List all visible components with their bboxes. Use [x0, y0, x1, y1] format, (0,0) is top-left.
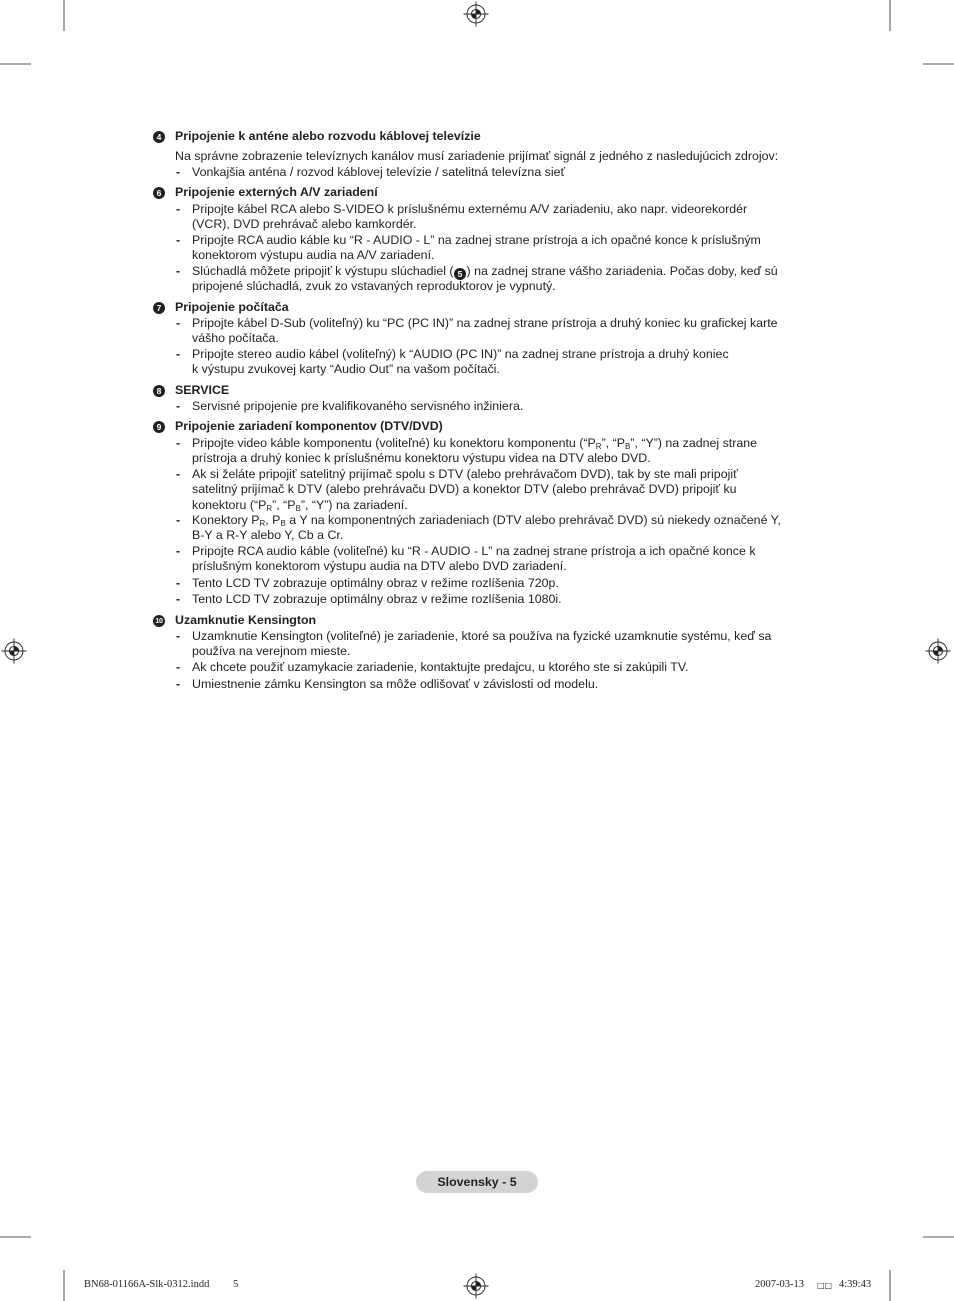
item-line: Ak si želáte pripojiť satelitný prijímač spolu s DTV (alebo prehrávačom DVD), tak by ste mali pripojiť: [192, 467, 738, 481]
connector-number-badge: 5: [454, 268, 466, 280]
item-line: [192, 264, 778, 279]
line-text: Slúchadlá môžete pripojiť k výstupu slúchadiel (: [192, 264, 454, 278]
item-line: [192, 436, 757, 451]
slug-file-name: BN68-01166A-Slk-0312.indd: [84, 1279, 210, 1290]
item-line: prístroja a druhý koniec k príslušnému konektoru výstupu videa na DTV alebo DVD.: [192, 451, 651, 466]
line-text: , P: [265, 513, 281, 527]
section-number-badge: 8: [153, 385, 165, 397]
section-number-badge: 10: [153, 615, 165, 627]
line-text: konektoru (“P: [192, 497, 267, 512]
item-line: Tento LCD TV zobrazuje optimálny obraz v režime rozlíšenia 1080i.: [192, 592, 562, 606]
bullet-dash: -: [176, 165, 181, 179]
slug-missing-glyphs: □□: [817, 1281, 833, 1290]
subscript: B: [295, 503, 301, 513]
subscript: R: [259, 519, 266, 528]
bullet-dash: -: [176, 264, 181, 278]
list-item: [175, 316, 778, 347]
bullet-dash: -: [176, 544, 181, 558]
list-item: [175, 576, 559, 591]
subscript: B: [280, 519, 286, 528]
section-heading: Pripojenie externých A/V zariadení: [175, 185, 378, 199]
item-line: Pripojte stereo audio kábel (voliteľný) k “AUDIO (PC IN)” na zadnej strane prístroja a druhý koniec: [192, 347, 729, 361]
bullet-dash: -: [176, 316, 181, 330]
bullet-dash: -: [176, 233, 181, 247]
bullet-dash: -: [176, 467, 181, 481]
item-line: pripojené slúchadlá, zvuk zo vstavaných reproduktorov je vypnutý.: [192, 279, 556, 294]
item-line: Uzamknutie Kensington (voliteľné) je zariadenie, ktoré sa používa na fyzické uzamknutie systému, keď sa: [192, 629, 772, 643]
item-line: Pripojte RCA audio káble (voliteľné) ku “R - AUDIO - L” na zadnej strane prístroja a ich opačné konce k: [192, 544, 756, 558]
item-line: vášho počítača.: [192, 331, 279, 346]
section-number-badge: 4: [153, 131, 165, 143]
bullet-dash: -: [176, 629, 181, 643]
item-line: [192, 513, 781, 528]
section-number-badge: 9: [153, 421, 165, 433]
bullet-dash: -: [176, 592, 181, 606]
page-number-label: Slovensky - 5: [416, 1171, 538, 1193]
item-line: príslušným konektorom výstupu audia na DTV alebo DVD zariadení.: [192, 559, 567, 574]
list-item: [175, 347, 729, 378]
bullet-dash: -: [176, 660, 181, 674]
item-line: Pripojte kábel RCA alebo S-VIDEO k príslušnému externému A/V zariadeniu, ako napr. videorekordér: [192, 202, 748, 216]
list-item: [175, 264, 778, 295]
list-item: [175, 592, 562, 607]
registration-mark-right: [926, 639, 951, 664]
list-item: [175, 629, 771, 660]
section-intro: Na správne zobrazenie televíznych kanálov musí zariadenie prijímať signál z jedného z nasledujúcich zdrojov:: [175, 149, 779, 163]
crop-mark-bottom-left: [0, 1237, 64, 1301]
line-text: a Y na komponentných zariadeniach (DTV alebo prehrávač DVD) sú niekedy označené Y,: [285, 513, 781, 527]
section-heading: Uzamknutie Kensington: [175, 613, 317, 627]
bullet-dash: -: [176, 436, 181, 450]
item-line: B-Y a R-Y alebo Y, Cb a Cr.: [192, 528, 344, 543]
item-line: Ak chcete použiť uzamykacie zariadenie, kontaktujte predajcu, u ktorého ste si zakúpili TV.: [192, 660, 689, 674]
line-text: ”, “P: [272, 497, 296, 512]
bullet-dash: -: [176, 347, 181, 361]
item-line: Umiestnenie zámku Kensington sa môže odlišovať v závislosti od modelu.: [192, 677, 599, 691]
item-line: používa na verejnom mieste.: [192, 644, 351, 659]
item-line: Pripojte RCA audio káble ku “R - AUDIO - L” na zadnej strane prístroja a ich opačné konce k príslušným: [192, 233, 761, 247]
slug-date: 2007-03-13: [755, 1279, 804, 1290]
crop-mark-top-right: [890, 0, 954, 64]
section-number-badge: 7: [153, 302, 165, 314]
list-item: [175, 677, 598, 692]
subscript: R: [595, 442, 602, 451]
item-line: Pripojte kábel D-Sub (voliteľný) ku “PC (PC IN)” na zadnej strane prístroja a druhý koniec ku grafickej karte: [192, 316, 778, 330]
section-heading: Pripojenie počítača: [175, 300, 289, 314]
item-line: Vonkajšia anténa / rozvod káblovej televízie / satelitná televízna sieť: [192, 165, 566, 179]
item-line: (VCR), DVD prehrávač alebo kamkordér.: [192, 217, 417, 232]
list-item: [175, 467, 738, 513]
item-line: [192, 498, 738, 513]
section-heading: Pripojenie k anténe alebo rozvodu káblovej televízie: [175, 129, 481, 143]
list-item: [175, 544, 756, 575]
bullet-dash: -: [176, 399, 181, 413]
line-text: ) na zadnej strane vášho zariadenia. Počas doby, keď sú: [466, 264, 778, 278]
section-heading: SERVICE: [175, 383, 230, 397]
item-line: k výstupu zvukovej karty “Audio Out” na vašom počítači.: [192, 362, 500, 377]
bullet-dash: -: [176, 677, 181, 691]
bullet-dash: -: [176, 513, 181, 527]
item-line: Tento LCD TV zobrazuje optimálny obraz v režime rozlíšenia 720p.: [192, 576, 559, 590]
registration-mark-left: [2, 639, 27, 664]
line-text: ”, “Y”) na zadnej strane: [630, 436, 758, 450]
list-item: [175, 436, 757, 467]
crop-mark-bottom-right: [890, 1237, 954, 1301]
slug-page-number: 5: [233, 1279, 239, 1290]
list-item: [175, 233, 761, 264]
registration-mark-top: [464, 2, 489, 27]
section-number-badge: 6: [153, 187, 165, 199]
crop-mark-top-left: [0, 0, 64, 64]
item-line: Servisné pripojenie pre kvalifikovaného servisného inžiniera.: [192, 399, 524, 413]
line-text: Konektory P: [192, 513, 260, 527]
registration-mark-bottom: [464, 1274, 489, 1299]
list-item: [175, 399, 523, 414]
line-text: ”, “Y”) na zariadení.: [300, 497, 408, 512]
item-line: konektorom výstupu audia na A/V zariadení.: [192, 248, 435, 263]
bullet-dash: -: [176, 576, 181, 590]
item-line: satelitný prijímač k DTV (alebo prehrávaču DVD) a konektor DTV (alebo prehrávač DVD) pripojiť ku: [192, 482, 737, 497]
list-item: [175, 165, 565, 180]
line-text: Pripojte video káble komponentu (voliteľné) ku konektoru komponentu (“P: [192, 436, 596, 450]
list-item: [175, 513, 781, 544]
subscript: B: [624, 442, 631, 451]
slug-time: 4:39:43: [839, 1279, 872, 1290]
list-item: [175, 660, 688, 675]
section-heading: Pripojenie zariadení komponentov (DTV/DVD): [175, 419, 443, 433]
subscript: R: [266, 503, 273, 513]
line-text: ”, “P: [601, 436, 625, 450]
bullet-dash: -: [176, 202, 181, 216]
list-item: [175, 202, 747, 233]
